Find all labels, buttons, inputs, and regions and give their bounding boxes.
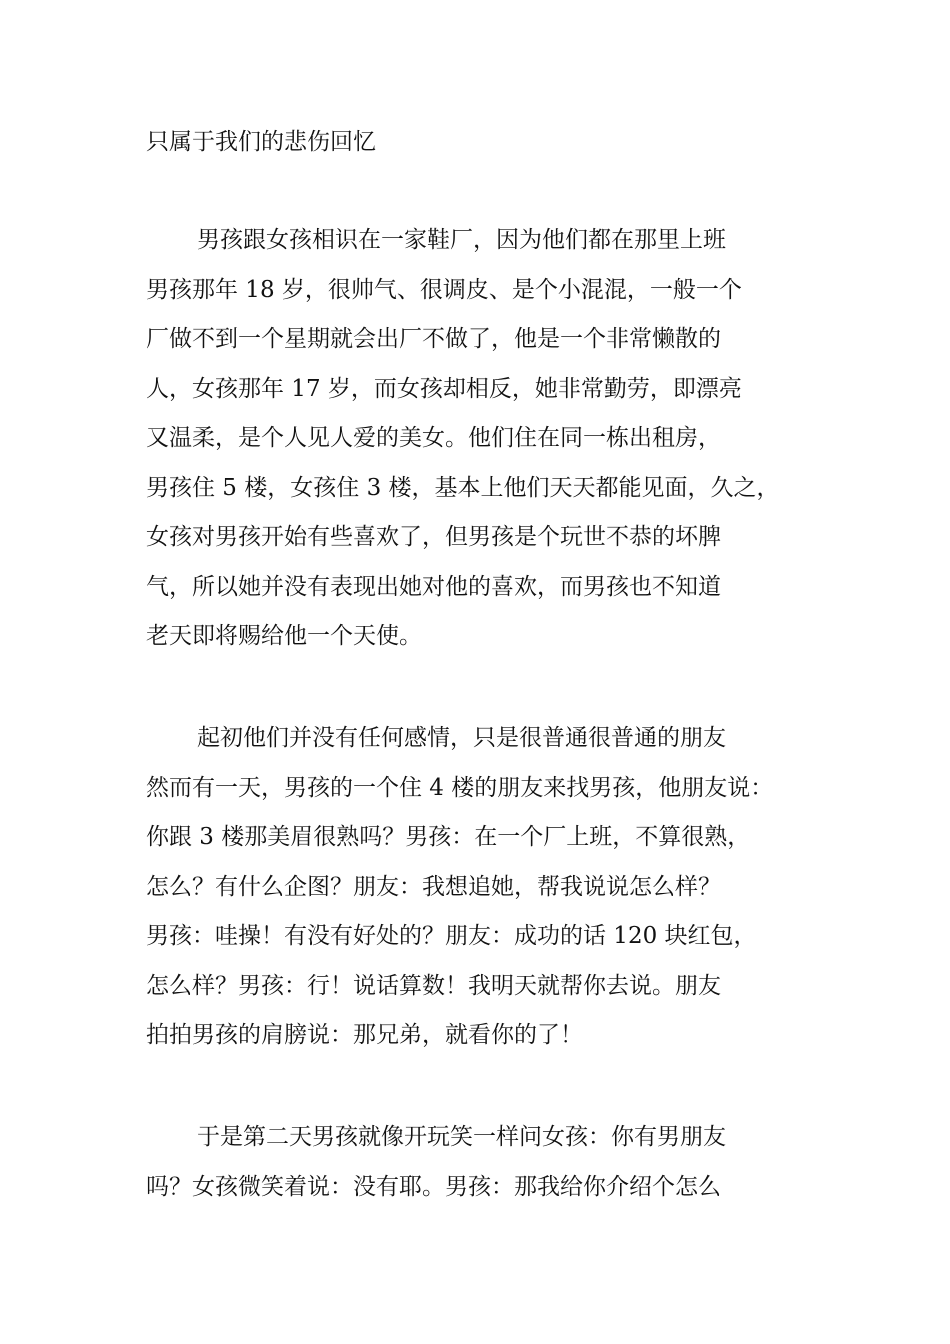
text-line: 气，所以她并没有表现出她对他的喜欢，而男孩也不知道 [146, 573, 721, 600]
text-line: 女孩对男孩开始有些喜欢了，但男孩是个玩世不恭的坏脾 [146, 524, 721, 550]
text-line: 男孩那年 18 岁，很帅气、很调皮、是个小混混，一般一个 [146, 276, 742, 303]
text-line: 怎么样？男孩：行！说话算数！我明天就帮你去说。朋友 [146, 972, 721, 999]
text-line: 你跟 3 楼那美眉很熟吗？男孩：在一个厂上班，不算很熟， [146, 824, 751, 850]
text-line: 男孩跟女孩相识在一家鞋厂，因为他们都在那里上班 [197, 227, 726, 253]
text-line: 人，女孩那年 17 岁，而女孩却相反，她非常勤劳，即漂亮 [146, 375, 742, 402]
document-title: 只属于我们的悲伤回忆 [146, 129, 376, 155]
text-line: 男孩：哇操！有没有好处的？朋友：成功的话 120 块红包， [146, 923, 757, 949]
text-line: 怎么？有什么企图？朋友：我想追她，帮我说说怎么样？ [146, 873, 721, 900]
text-line: 吗？女孩微笑着说：没有耶。男孩：那我给你介绍个怎么 [146, 1173, 721, 1200]
text-line: 然而有一天，男孩的一个住 4 楼的朋友来找男孩，他朋友说： [146, 774, 774, 801]
text-line: 拍拍男孩的肩膀说：那兄弟，就看你的了！ [146, 1022, 583, 1048]
text-line: 老天即将赐给他一个天使。 [146, 623, 422, 649]
paragraph-1 [146, 216, 826, 662]
text-line: 又温柔，是个人见人爱的美女。他们住在同一栋出租房， [146, 425, 721, 451]
paragraph-2 [146, 714, 826, 1061]
text-line: 起初他们并没有任何感情，只是很普通很普通的朋友 [197, 725, 726, 751]
text-line: 厂做不到一个星期就会出厂不做了，他是一个非常懒散的 [146, 326, 721, 352]
text-line: 男孩住 5 楼，女孩住 3 楼，基本上他们天天都能见面，久之， [146, 474, 780, 501]
text-line: 于是第二天男孩就像开玩笑一样问女孩：你有男朋友 [197, 1124, 726, 1150]
paragraph-3 [146, 1113, 826, 1212]
